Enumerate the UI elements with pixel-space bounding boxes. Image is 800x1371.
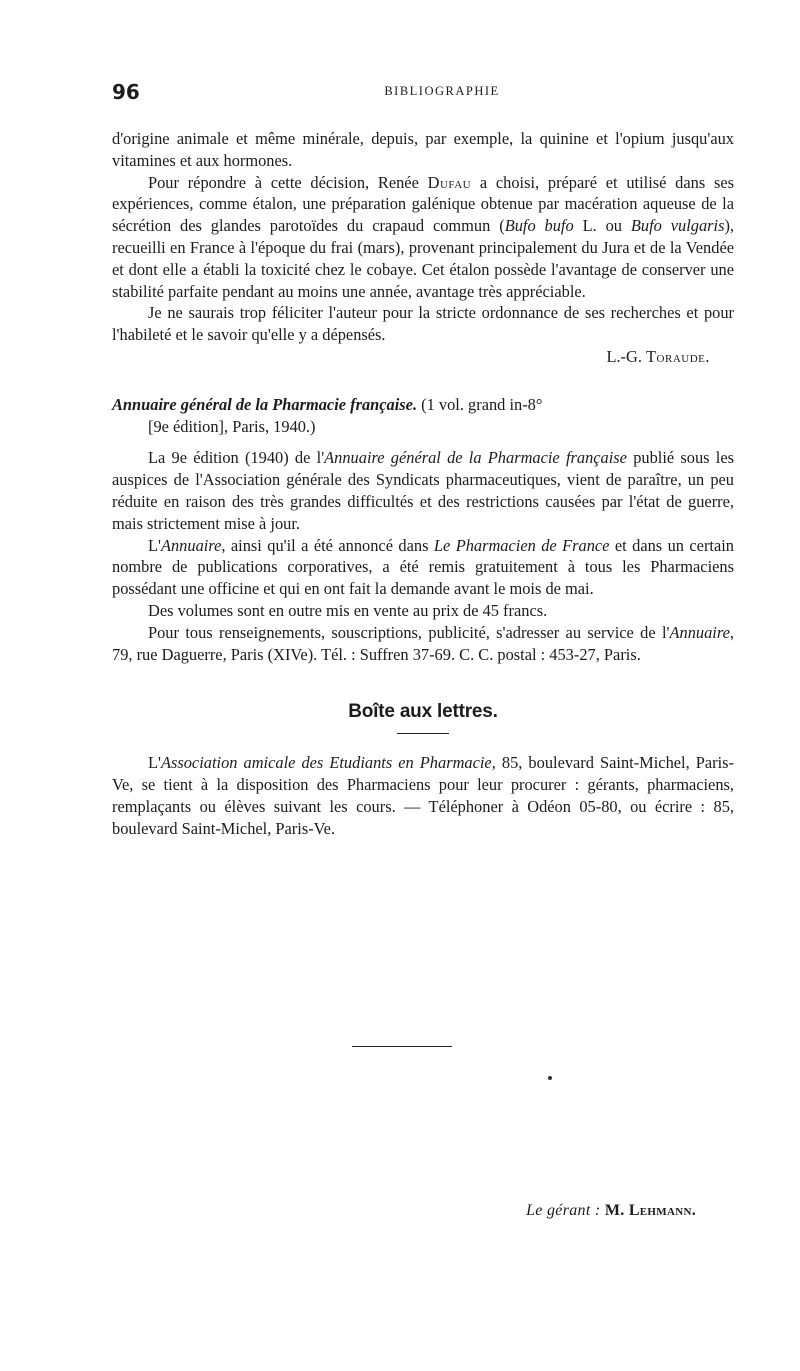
paragraph: Pour répondre à cette décision, Renée Dufau a choisi, préparé et utilisé dans ses expériences, comme étalon, une préparation galénique obtenue par macération aqueuse de la sécrétion des glandes parotoïdes du crapaud commun (Bufo bufo L. ou Bufo vulgaris), recueilli en France à l'époque du frai (mars), provenant principalement du Jura et de la Vendée et dont elle a établi la toxicité chez le cobaye. Cet étalon possède l'avantage de conserver une stabilité parfaite pendant au moins une année, avantage très appréciable. bbox=[112, 172, 735, 301]
paragraph: L'Association amicale des Etudiants en Pharmacie, 85, boulevard Saint-Michel, Paris-Ve, se tient à la disposition des Pharmaciens pour leur procurer : gérants, pharmaciens, remplaçants ou élèves suivant les cours. — Téléphoner à Odéon 05-80, ou écrire : 85, boulevard Saint-Michel, Paris-Ve. bbox=[112, 753, 734, 838]
book-citation-line2: [9e édition], Paris, 1940.) bbox=[148, 416, 316, 436]
footer-name: M. Lehmann. bbox=[604, 1202, 696, 1219]
paragraph: d'origine animale et même minérale, depuis, par exemple, la quinine et l'opium jusqu'aux vitamines et aux hormones. bbox=[112, 129, 734, 170]
paragraph: Je ne saurais trop féliciter l'auteur pour la stricte ordonnance de ses recherches et pour l'habileté et le savoir qu'elle y a dépensés. bbox=[112, 303, 734, 345]
footer-label: Le gérant : bbox=[526, 1202, 605, 1219]
page-number: 96 bbox=[112, 80, 140, 104]
page-body bbox=[112, 128, 734, 839]
book-title: Annuaire général de la Pharmacie française. bbox=[112, 394, 418, 414]
paragraph: L'Annuaire, ainsi qu'il a été annoncé dans Le Pharmacien de France et dans un certain nombre de publications corporatives, a été remis gratuitement à tous les Pharmaciens possédant une officine et qui en ont fait la demande avant le mois de mai. bbox=[112, 535, 734, 599]
reviewer-signature: L.-G. Toraude. bbox=[606, 346, 710, 366]
author-name: Dufau bbox=[427, 172, 472, 192]
end-rule bbox=[352, 1046, 452, 1047]
footer-manager bbox=[526, 1202, 696, 1220]
book-citation: Annuaire général de la Pharmacie française. (1 vol. grand in-8° bbox=[112, 394, 543, 414]
review-toxicology bbox=[112, 128, 734, 368]
running-head: BIBLIOGRAPHIE bbox=[384, 84, 500, 98]
paragraph: La 9e édition (1940) de l'Annuaire général de la Pharmacie française publié sous les auspices de l'Association générale des Syndicats pharmaceutiques, vient de paraître, un peu réduite en raison des très grandes difficultés et des restrictions causées par l'état de guerre, mais strictement mise à jour. bbox=[112, 448, 734, 533]
review-annuaire bbox=[112, 394, 734, 666]
section-title: Boîte aux lettres. bbox=[348, 701, 498, 723]
page-header bbox=[112, 80, 732, 104]
title-rule bbox=[397, 733, 449, 734]
ink-dot bbox=[548, 1076, 552, 1080]
paragraph: Des volumes sont en outre mis en vente au prix de 45 francs. bbox=[148, 600, 548, 620]
paragraph: Pour tous renseignements, souscriptions, publicité, s'adresser au service de l'Annuaire, 79, rue Daguerre, Paris (XIVe). Tél. : Suffren 37-69. C. C. postal : 453-27, Paris. bbox=[112, 622, 734, 664]
